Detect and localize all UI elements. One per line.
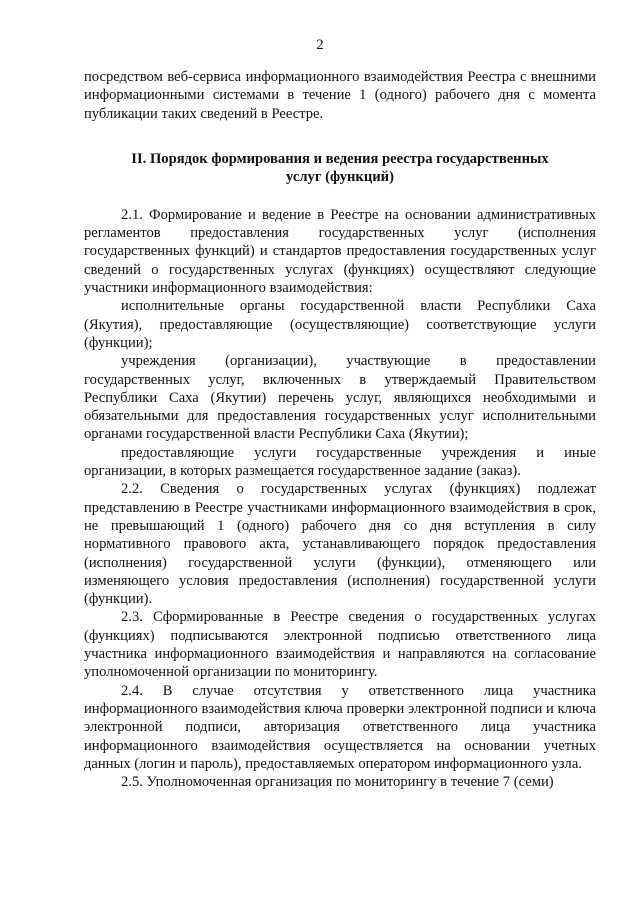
paragraph-2-3: 2.3. Сформированные в Реестре сведения о государственных услугах (функциях) подписываются электронной подписью ответственного лица участника информационного взаимодействия и направляются на согласование уполномоченной организации по мониторингу. — [84, 609, 596, 681]
paragraph-state-institutions: предоставляющие услуги государственные учреждения и иные организации, в которых размещается государственное задание (заказ). — [84, 444, 596, 480]
paragraph-executive-bodies: исполнительные органы государственной власти Республики Саха (Якутия), предоставляющие (осуществляющие) соответствующие услуги (функции); — [84, 298, 596, 351]
page-number: 2 — [316, 37, 324, 53]
paragraph-2-5: 2.5. Уполномоченная организация по мониторингу в течение 7 (семи) — [121, 774, 554, 791]
paragraph-2-4: 2.4. В случае отсутствия у ответственного лица участника информационного взаимодействия ключа проверки электронной подписи и ключа электронной подписи, авторизация ответственного лица участника информационного взаимодействия осуществляется на основании учетных данных (логин и пароль), предоставляемых оператором информационного узла. — [84, 682, 596, 772]
paragraph-continuation: посредством веб-сервиса информационного взаимодействия Реестра с внешними информационными системами в течение 1 (одного) рабочего дня с момента публикации таких сведений в Реестре. — [84, 69, 596, 122]
document-body — [84, 68, 596, 791]
paragraph-2-1: 2.1. Формирование и ведение в Реестре на основании административных регламентов предоставления государственных услуг (исполнения государственных функций) и стандартов предоставления государственных услуг сведений о государственных услугах (функциях) осуществляют следующие участники информационного взаимодействия: — [84, 206, 596, 297]
paragraph-institutions: учреждения (организации), участвующие в предоставлении государственных услуг, включенных в утверждаемый Правительством Республики Саха (Якутии) перечень услуг, являющихся необходимыми и обязательными для предоставления государственных услуг исполнительными органами государственной власти Республики Саха (Якутии); — [84, 353, 596, 443]
paragraph-2-2: 2.2. Сведения о государственных услугах (функциях) подлежат представлению в Реестре участниками информационного взаимодействия в срок, не превышающий 1 (одного) рабочего дня со дня вступления в силу нормативного правового акта, устанавливающего порядок предоставления (исполнения) государственной услуги (функции), отменяющего или изменяющего условия предоставления (исполнения) государственной услуги (функции). — [84, 481, 596, 608]
section-heading: II. Порядок формирования и ведения реестра государственных услуг (функций) — [131, 150, 549, 186]
